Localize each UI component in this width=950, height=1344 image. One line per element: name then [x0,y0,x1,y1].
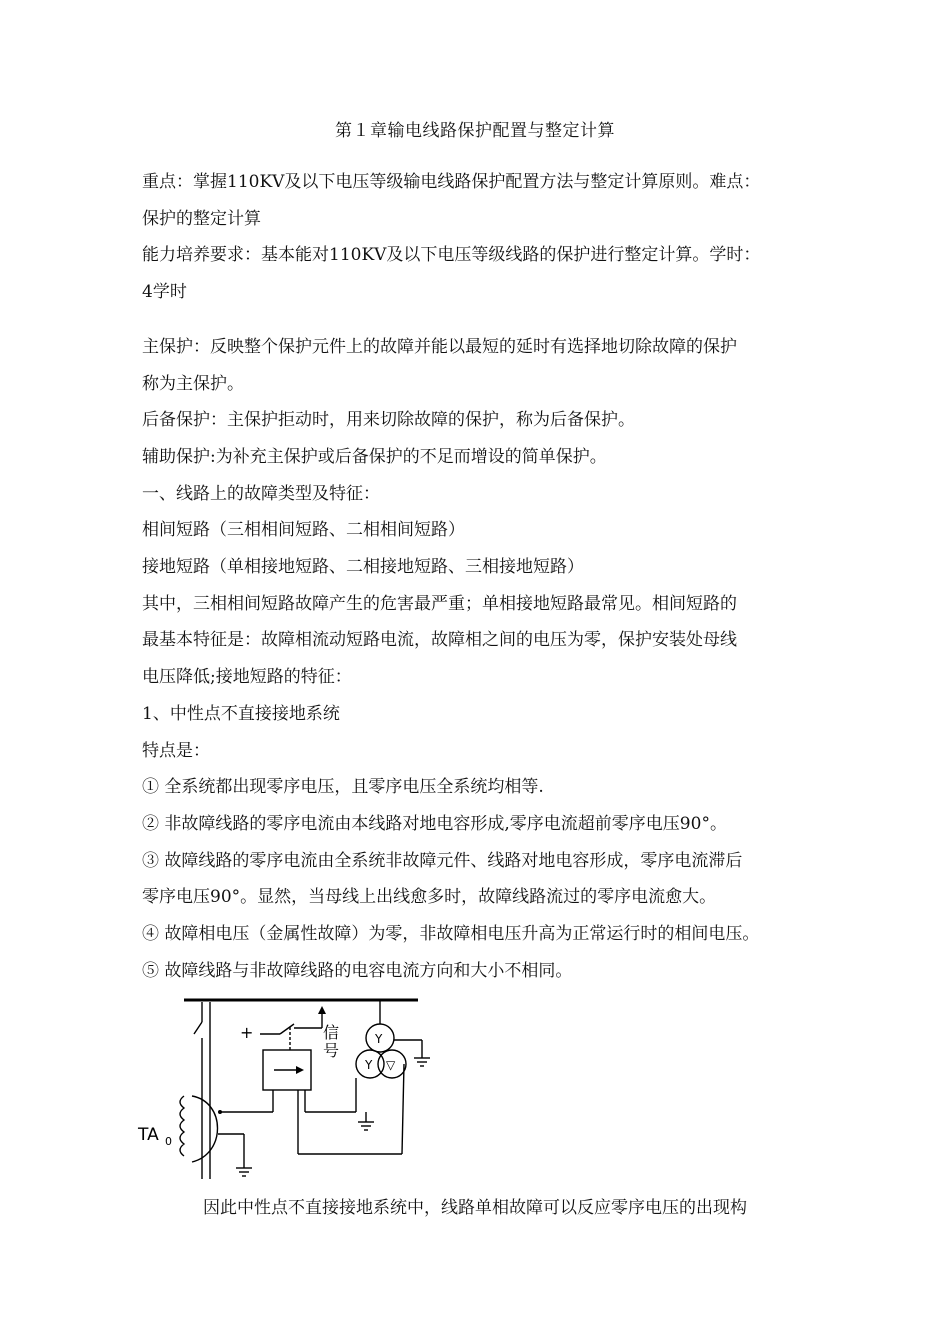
list-item: ⑤ 故障线路与非故障线路的电容电流方向和大小不相同。 [142,960,573,981]
relay-arrow-head [296,1066,304,1074]
ta-subscript: 0 [165,1135,172,1148]
paragraph: 最基本特征是：故障相流动短路电流，故障相之间的电压为零，保护安装处母线 [142,630,737,651]
paragraph: 4学时 [142,282,187,303]
star-winding-symbol: Y [375,1032,383,1046]
list-item: ② 非故障线路的零序电流由本线路对地电容形成,零序电流超前零序电压90°。 [142,813,727,834]
signal-arrow-head [318,1006,326,1014]
paragraph: 称为主保护。 [142,373,244,394]
paragraph: 重点：掌握110KV及以下电压等级输电线路保护配置方法与整定计算原则。难点： [142,172,761,192]
document-body [142,164,842,989]
list-item: ③ 故障线路的零序电流由全系统非故障元件、线路对地电容形成，零序电流滞后 [142,850,743,871]
paragraph: 后备保护：主保护拒动时，用来切除故障的保护，称为后备保护。 [142,410,635,431]
ct-core [192,1096,218,1162]
signal-label: 信号 [320,1024,340,1060]
list-item-continuation: 零序电压90°。显然，当母线上出线愈多时，故障线路流过的零序电流愈大。 [142,887,717,908]
list-item: ④ 故障相电压（金属性故障）为零，非故障相电压升高为正常运行时的相间电压。 [142,924,760,945]
paragraph: 能力培养要求：基本能对110KV及以下电压等级线路的保护进行整定计算。学时： [142,245,761,266]
paragraph: 保护的整定计算 [142,208,261,229]
subsection-heading: 1、中性点不直接接地系统 [142,703,340,724]
paragraph: 辅助保护:为补充主保护或后备保护的不足而增设的简单保护。 [142,446,607,467]
signal-contact [280,1024,294,1034]
paragraph: 特点是： [142,740,210,761]
chapter-title: 第１章输电线路保护配置与整定计算 [335,121,615,141]
section-heading: 一、线路上的故障类型及特征： [142,483,380,504]
paragraph: 主保护：反映整个保护元件上的故障并能以最短的延时有选择地切除故障的保护 [142,336,737,357]
paragraph-gap [142,311,842,329]
plus-label: + [240,1023,254,1042]
paragraph: 电压降低;接地短路的特征： [142,667,352,688]
breaker-contact [194,1022,202,1034]
zero-sequence-protection-diagram [134,994,434,1184]
list-item: ① 全系统都出现零序电压，且零序电压全系统均相等. [142,777,544,798]
paragraph: 因此中性点不直接接地系统中，线路单相故障可以反应零序电压的出现构 [203,1198,747,1218]
ct-polarity-dot [218,1110,222,1114]
paragraph: 其中，三相相间短路故障产生的危害最严重；单相接地短路最常见。相间短路的 [142,593,737,614]
ta-label: TA [138,1125,159,1145]
circuit-diagram [134,994,434,1184]
relay-return-wire [402,1064,404,1154]
star-winding-symbol: Y [365,1058,373,1072]
paragraph: 相间短路（三相相间短路、二相相间短路） [142,520,465,541]
paragraph: 接地短路（单相接地短路、二相接地短路、三相接地短路） [142,557,584,578]
zero-sequence-ct [180,1096,184,1156]
delta-winding-symbol: ▽ [386,1058,396,1072]
